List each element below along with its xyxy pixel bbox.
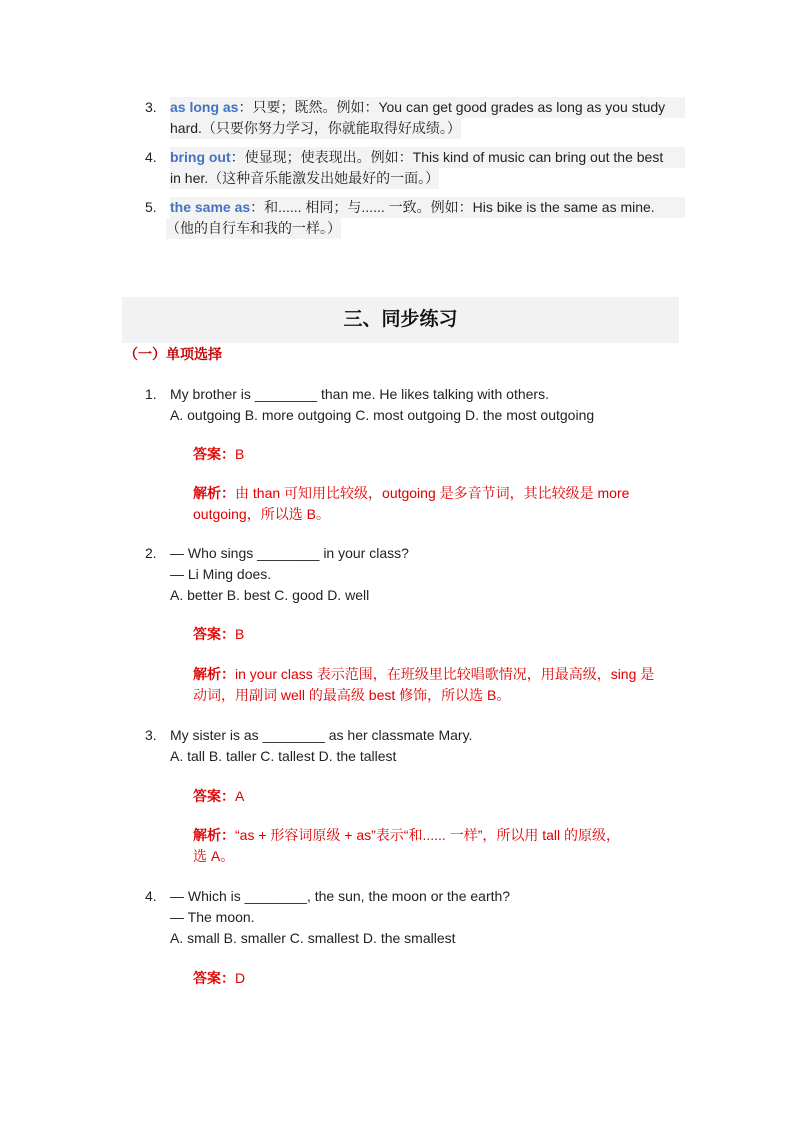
- answer-line: [193, 624, 244, 645]
- answer-label: 答案：: [193, 626, 235, 642]
- answer-value: B: [235, 446, 245, 462]
- question-line: My brother is ________ than me. He likes talking with others.: [170, 386, 549, 402]
- question-line: A. better B. best C. good D. well: [170, 587, 370, 603]
- phrase-line: in her.（这种音乐能激发出她最好的一面。）: [170, 168, 439, 189]
- answer-value: A: [235, 788, 245, 804]
- question-number: 1.: [145, 386, 157, 402]
- section-heading-band: [122, 297, 679, 343]
- question-number: 4.: [145, 888, 157, 904]
- phrase-number: 3.: [145, 99, 157, 115]
- answer-label: 答案：: [193, 970, 235, 986]
- phrase-term: as long as: [170, 99, 239, 115]
- explanation-line: [193, 664, 679, 685]
- answer-label: 答案：: [193, 788, 235, 804]
- phrase-separator: ：: [230, 149, 245, 165]
- explanation-line: [193, 825, 679, 846]
- phrase-text: 和...... 相同；与...... 一致。例如：His bike is the same as mine.: [264, 199, 655, 215]
- explanation: [193, 825, 679, 867]
- explanation-label: 解析：: [193, 485, 235, 501]
- explanation: [193, 483, 679, 525]
- explanation-line: 动词，用副词 well 的最高级 best 修饰，所以选 B。: [193, 687, 511, 703]
- explanation-label: 解析：: [193, 666, 235, 682]
- section-title: 三、同步练习: [343, 309, 458, 330]
- question-number: 3.: [145, 727, 157, 743]
- question-line: My sister is as ________ as her classmate Mary.: [170, 727, 473, 743]
- phrase-text: 只要；既然。例如：You can get good grades as long as you study: [252, 99, 666, 115]
- explanation-line: outgoing，所以选 B。: [193, 506, 330, 522]
- phrase-line: [170, 147, 685, 168]
- explanation-text: 由 than 可知用比较级，outgoing 是多音节词，其比较级是 more: [235, 485, 630, 501]
- phrase-line: （他的自行车和我的一样。）: [166, 218, 341, 239]
- phrase-separator: ：: [238, 99, 253, 115]
- question-line: — Li Ming does.: [170, 566, 272, 582]
- explanation-label: 解析：: [193, 827, 235, 843]
- phrase-text: 使显现；使表现出。例如：This kind of music can bring out the best: [244, 149, 664, 165]
- answer-line: [193, 968, 245, 989]
- answer-label: 答案：: [193, 446, 235, 462]
- phrase-term: bring out: [170, 149, 231, 165]
- question-number: 2.: [145, 545, 157, 561]
- answer-line: [193, 444, 244, 465]
- explanation-line: 选 A。: [193, 848, 235, 864]
- phrase-number: 5.: [145, 199, 157, 215]
- explanation: [193, 664, 679, 706]
- phrase-line: [170, 197, 685, 218]
- phrase-term: the same as: [170, 199, 251, 215]
- explanation-text: “as + 形容词原级 + as”表示“和...... 一样”，所以用 tall 的原级，: [235, 827, 621, 843]
- question-line: A. tall B. taller C. tallest D. the tallest: [170, 748, 397, 764]
- explanation-line: [193, 483, 679, 504]
- phrase-separator: ：: [250, 199, 265, 215]
- answer-line: [193, 786, 244, 807]
- explanation-text: in your class 表示范围，在班级里比较唱歌情况，用最高级，sing 是: [235, 666, 655, 682]
- question-line: A. outgoing B. more outgoing C. most outgoing D. the most outgoing: [170, 407, 595, 423]
- answer-value: B: [235, 626, 245, 642]
- phrase-line: [170, 97, 685, 118]
- question-line: — Who sings ________ in your class?: [170, 545, 409, 561]
- question-line: — The moon.: [170, 909, 255, 925]
- subsection-title: （一）单项选择: [124, 346, 222, 362]
- question-line: A. small B. smaller C. smallest D. the smallest: [170, 930, 456, 946]
- question-line: — Which is ________, the sun, the moon or the earth?: [170, 888, 511, 904]
- answer-value: D: [235, 970, 246, 986]
- phrase-line: hard.（只要你努力学习，你就能取得好成绩。）: [170, 118, 461, 139]
- phrase-number: 4.: [145, 149, 157, 165]
